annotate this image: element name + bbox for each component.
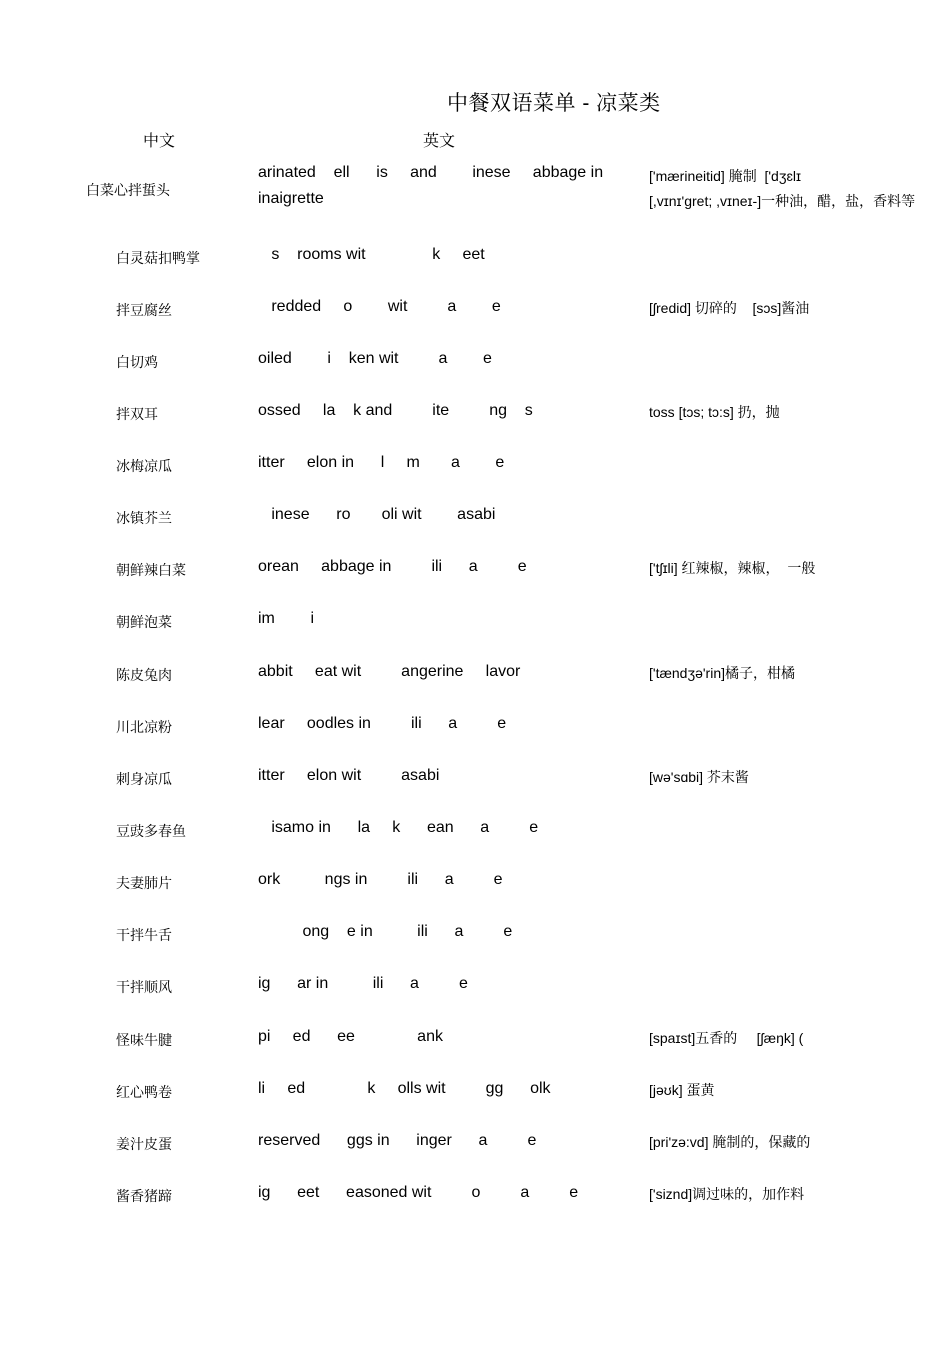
dish-english: ossed la k and ite ng s bbox=[258, 402, 533, 419]
dish-english bbox=[258, 160, 603, 212]
dish-english: im i bbox=[258, 610, 314, 627]
dish-chinese: 刺身凉瓜 bbox=[116, 771, 172, 787]
dish-chinese: 怪味牛腱 bbox=[116, 1032, 172, 1048]
header-chinese: 中文 bbox=[143, 133, 176, 150]
menu-row bbox=[0, 1134, 950, 1164]
dish-chinese: 朝鲜辣白菜 bbox=[116, 562, 186, 578]
dish-chinese: 拌双耳 bbox=[116, 406, 158, 422]
menu-row bbox=[0, 769, 950, 799]
dish-english-line1: arinated ell is and inese abbage in bbox=[258, 164, 604, 181]
dish-chinese: 冰梅凉瓜 bbox=[116, 458, 172, 474]
dish-chinese: 夫妻肺片 bbox=[116, 875, 172, 891]
menu-row bbox=[0, 164, 950, 209]
dish-english: reserved ggs in inger a e bbox=[258, 1132, 537, 1149]
dish-note-line1: ['mærineitid] 腌制 ['dʒɛlɪ bbox=[649, 168, 801, 184]
menu-row bbox=[0, 248, 950, 278]
menu-row bbox=[0, 1082, 950, 1112]
header-english: 英文 bbox=[423, 133, 456, 150]
dish-english: inese ro oli wit asabi bbox=[258, 506, 496, 523]
menu-row bbox=[0, 352, 950, 382]
menu-row bbox=[0, 821, 950, 851]
dish-note: ['tændʒə'rin]橘子，柑橘 bbox=[649, 665, 796, 681]
menu-row bbox=[0, 300, 950, 330]
dish-chinese: 白菜心拌蜇头 bbox=[86, 182, 170, 198]
menu-row bbox=[0, 873, 950, 903]
dish-chinese: 白灵菇扣鸭掌 bbox=[116, 250, 200, 266]
dish-english: ong e in ili a e bbox=[258, 923, 513, 940]
dish-note bbox=[649, 164, 915, 214]
menu-row bbox=[0, 665, 950, 695]
dish-chinese: 拌豆腐丝 bbox=[116, 302, 172, 318]
dish-english: isamo in la k ean a e bbox=[258, 819, 539, 836]
menu-row bbox=[0, 404, 950, 434]
dish-note: toss [tɔs; tɔ:s] 扔，抛 bbox=[649, 404, 780, 420]
dish-chinese: 朝鲜泡菜 bbox=[116, 614, 172, 630]
menu-row bbox=[0, 977, 950, 1007]
dish-english: redded o wit a e bbox=[258, 298, 501, 315]
dish-note: [pri'zə:vd] 腌制的，保藏的 bbox=[649, 1134, 811, 1150]
dish-english: li ed k olls wit gg olk bbox=[258, 1080, 551, 1097]
dish-english: oiled i ken wit a e bbox=[258, 350, 492, 367]
dish-english: ig eet easoned wit o a e bbox=[258, 1184, 579, 1201]
dish-chinese: 姜汁皮蛋 bbox=[116, 1136, 172, 1152]
dish-note-line2: [,vɪnɪ'gret; ,vɪneɪ-]一种油，醋，盐，香料等 bbox=[649, 193, 916, 209]
dish-chinese: 陈皮兔肉 bbox=[116, 667, 172, 683]
dish-english: lear oodles in ili a e bbox=[258, 715, 507, 732]
menu-row bbox=[0, 456, 950, 486]
dish-english: s rooms wit k eet bbox=[258, 246, 485, 263]
dish-chinese: 冰镇芥兰 bbox=[116, 510, 172, 526]
menu-row bbox=[0, 925, 950, 955]
dish-english: itter elon in l m a e bbox=[258, 454, 505, 471]
dish-note: [jəʊk] 蛋黄 bbox=[649, 1082, 715, 1098]
dish-chinese: 酱香猪蹄 bbox=[116, 1188, 172, 1204]
dish-english: ork ngs in ili a e bbox=[258, 871, 503, 888]
dish-english-line2: inaigrette bbox=[258, 190, 324, 207]
dish-chinese: 红心鸭卷 bbox=[116, 1084, 172, 1100]
menu-row bbox=[0, 612, 950, 642]
dish-chinese: 豆豉多春鱼 bbox=[116, 823, 186, 839]
dish-english: itter elon wit asabi bbox=[258, 767, 440, 784]
dish-chinese: 干拌牛舌 bbox=[116, 927, 172, 943]
dish-note: [ʃredid] 切碎的 [sɔs]酱油 bbox=[649, 300, 810, 316]
dish-note: [wə'sɑbi] 芥末酱 bbox=[649, 769, 749, 785]
dish-note: ['tʃɪli] 红辣椒，辣椒， 一般 bbox=[649, 560, 816, 576]
dish-note: ['siznd]调过味的，加作料 bbox=[649, 1186, 805, 1202]
dish-english: abbit eat wit angerine lavor bbox=[258, 663, 521, 680]
dish-chinese: 白切鸡 bbox=[116, 354, 158, 370]
dish-english: orean abbage in ili a e bbox=[258, 558, 527, 575]
menu-row bbox=[0, 1186, 950, 1216]
dish-english: pi ed ee ank bbox=[258, 1028, 443, 1045]
menu-row bbox=[0, 1030, 950, 1060]
dish-chinese: 干拌顺风 bbox=[116, 979, 172, 995]
menu-row bbox=[0, 717, 950, 747]
dish-chinese: 川北凉粉 bbox=[116, 719, 172, 735]
dish-note: [spaɪst]五香的 [ʃæŋk] ( bbox=[649, 1030, 804, 1046]
menu-row bbox=[0, 508, 950, 538]
page-title: 中餐双语菜单 - 凉菜类 bbox=[447, 92, 661, 115]
menu-row bbox=[0, 560, 950, 590]
dish-english: ig ar in ili a e bbox=[258, 975, 468, 992]
